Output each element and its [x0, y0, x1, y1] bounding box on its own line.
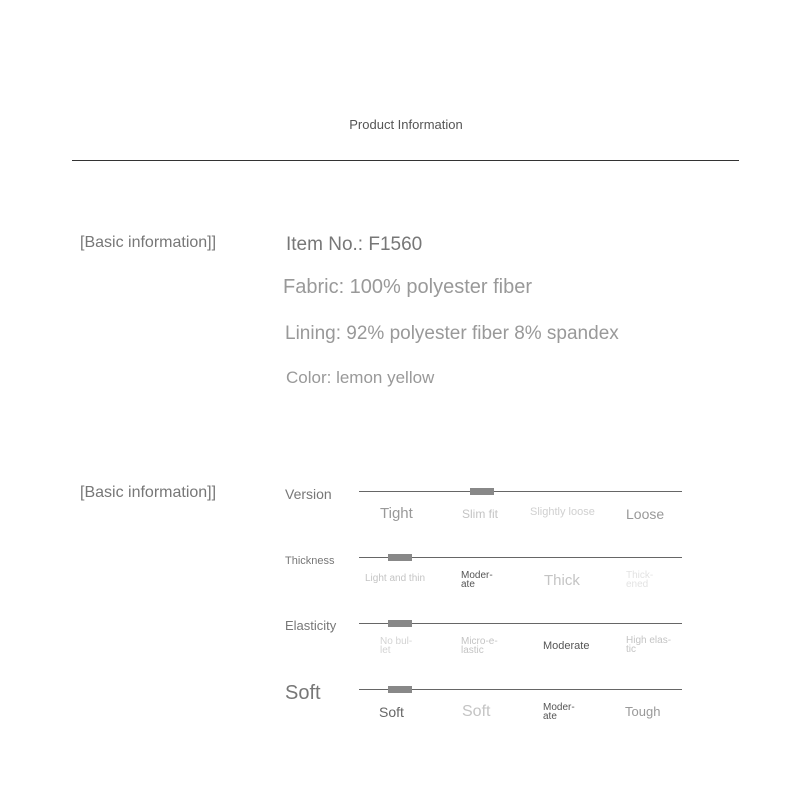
- elasticity-option-micro-elastic: Micro-e- lastic: [461, 636, 498, 656]
- color-line: Color: lemon yellow: [286, 368, 435, 387]
- attribute-label-elasticity: Elasticity: [285, 618, 337, 633]
- header-divider: [72, 160, 739, 161]
- scale-line-version: [359, 491, 682, 492]
- thickness-option-thickened: Thick- ened: [626, 570, 654, 590]
- thickness-option-moderate: Moder- ate: [461, 570, 493, 590]
- scale-marker-version: [470, 488, 494, 495]
- version-option-loose: Loose: [626, 506, 665, 522]
- version-option-tight: Tight: [380, 505, 413, 522]
- elasticity-option-moderate: Moderate: [543, 640, 590, 652]
- attribute-label-soft: Soft: [285, 682, 321, 704]
- scale-marker-elasticity: [388, 620, 412, 627]
- version-option-slim-fit: Slim fit: [462, 507, 498, 521]
- item-number-line: Item No.: F1560: [286, 234, 423, 255]
- thickness-option-thick: Thick: [544, 572, 580, 589]
- lining-line: Lining: 92% polyester fiber 8% spandex: [285, 323, 619, 344]
- scale-marker-thickness: [388, 554, 412, 561]
- attributes-section-label: [Basic information]]: [80, 484, 217, 501]
- thickness-option-light-and-thin: Light and thin: [365, 573, 426, 584]
- elasticity-option-no-bullet: No bul- let: [380, 636, 413, 656]
- scale-marker-soft: [388, 686, 412, 693]
- soft-option-soft: Soft: [379, 704, 404, 720]
- page-title: Product Information: [349, 117, 463, 132]
- version-option-slightly-loose: Slightly loose: [530, 506, 595, 518]
- attribute-label-version: Version: [285, 486, 332, 502]
- soft-option-moderate: Moder- ate: [543, 702, 575, 722]
- elasticity-option-high-elastic: High elas- tic: [626, 635, 672, 655]
- soft-option-tough: Tough: [625, 704, 661, 719]
- soft-option-soft-second: Soft: [462, 703, 491, 720]
- attribute-label-thickness: Thickness: [285, 555, 335, 567]
- fabric-line: Fabric: 100% polyester fiber: [283, 276, 533, 298]
- basic-info-section-label: [Basic information]]: [80, 234, 217, 251]
